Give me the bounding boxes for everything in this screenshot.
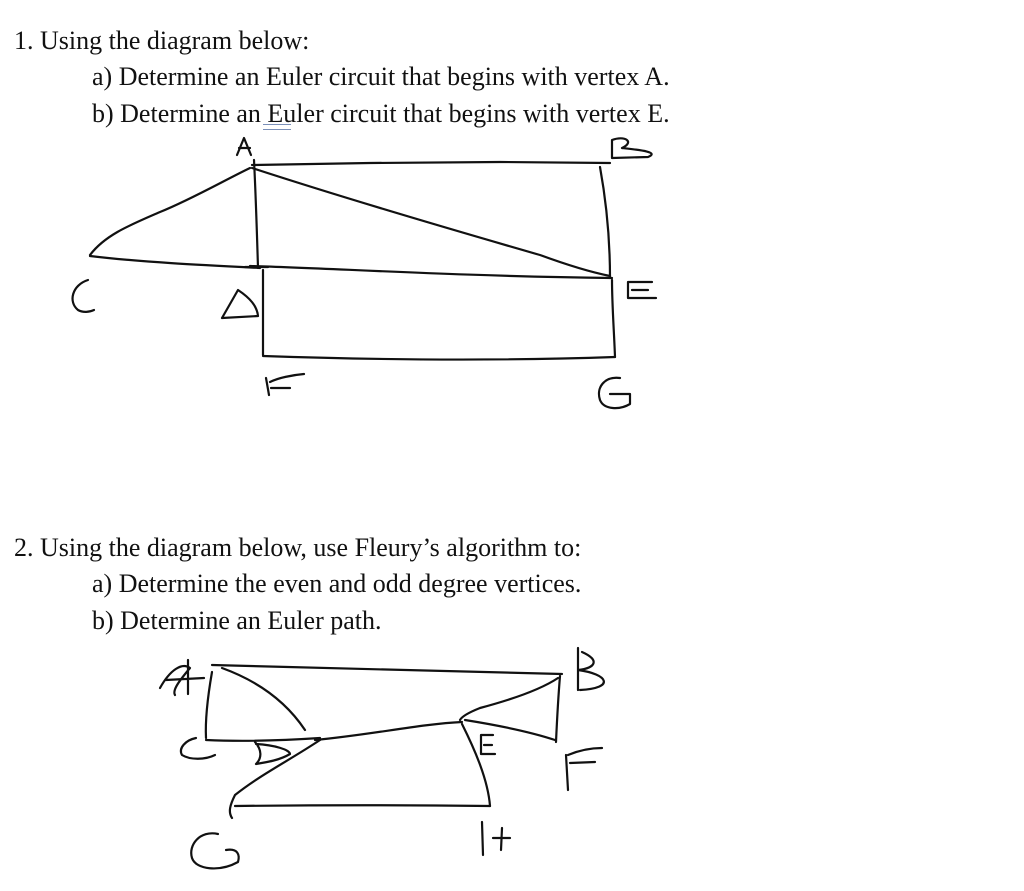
q2-edge-a-b bbox=[212, 665, 562, 674]
q2-edge-a-c bbox=[206, 672, 212, 738]
question-2-stem: 2. Using the diagram below, use Fleury’s algorithm to: bbox=[14, 533, 582, 562]
q2-label-b bbox=[578, 648, 604, 690]
question-2-part-a: a) Determine the even and odd degree vertices. bbox=[92, 569, 582, 598]
q2-label-a bbox=[160, 660, 204, 695]
question-1-part-a: a) Determine an Euler circuit that begins with vertex A. bbox=[92, 62, 670, 91]
q2-edge-a-d bbox=[222, 668, 305, 730]
q2-edge-c-d bbox=[206, 738, 320, 741]
q2-label-h bbox=[482, 822, 510, 855]
q2-edge-b-f bbox=[556, 676, 560, 742]
q2-vertex-labels bbox=[160, 648, 604, 868]
q2-label-f bbox=[566, 748, 602, 790]
q2-label-g bbox=[191, 833, 238, 868]
q2-edge-d-e bbox=[315, 722, 462, 740]
q2-edge-g-h bbox=[235, 805, 490, 806]
q2-edge-e-h bbox=[462, 724, 490, 806]
q2-label-e bbox=[481, 735, 495, 754]
q2-edge-e-f bbox=[465, 720, 555, 740]
question-2-part-b: b) Determine an Euler path. bbox=[92, 606, 382, 635]
question-1-part-b: b) Determine an Euler circuit that begins with vertex E. bbox=[92, 99, 670, 128]
q2-edge-b-e bbox=[460, 678, 558, 720]
question-1-stem: 1. Using the diagram below: bbox=[14, 26, 310, 55]
